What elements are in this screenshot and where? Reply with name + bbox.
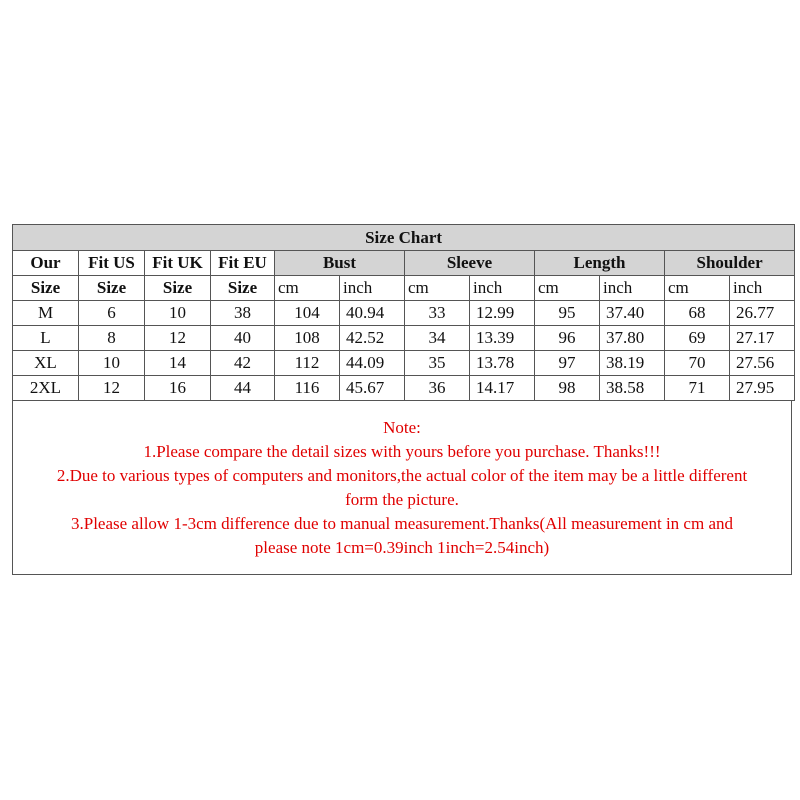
unit-cm: cm bbox=[665, 276, 730, 301]
cell-bust-cm: 108 bbox=[275, 326, 340, 351]
cell-size: XL bbox=[13, 351, 79, 376]
table-row bbox=[13, 301, 795, 326]
cell-shoulder-inch: 27.95 bbox=[730, 376, 795, 401]
cell-uk: 16 bbox=[145, 376, 211, 401]
note-line-2a: 2.Due to various types of computers and monitors,the actual color of the item may be a little different bbox=[56, 466, 748, 485]
note-line-2b: form the picture. bbox=[345, 490, 459, 509]
cell-size: M bbox=[13, 301, 79, 326]
size-chart bbox=[12, 224, 794, 575]
cell-length-cm: 98 bbox=[535, 376, 600, 401]
note-heading: Note: bbox=[383, 418, 421, 437]
cell-length-inch: 37.80 bbox=[600, 326, 665, 351]
unit-cm: cm bbox=[275, 276, 340, 301]
cell-sleeve-cm: 33 bbox=[405, 301, 470, 326]
cell-sleeve-inch: 13.39 bbox=[470, 326, 535, 351]
cell-bust-cm: 104 bbox=[275, 301, 340, 326]
cell-sleeve-cm: 35 bbox=[405, 351, 470, 376]
cell-shoulder-cm: 69 bbox=[665, 326, 730, 351]
cell-sleeve-inch: 14.17 bbox=[470, 376, 535, 401]
cell-sleeve-cm: 34 bbox=[405, 326, 470, 351]
cell-us: 8 bbox=[79, 326, 145, 351]
cell-sleeve-inch: 12.99 bbox=[470, 301, 535, 326]
cell-bust-inch: 45.67 bbox=[340, 376, 405, 401]
cell-uk: 14 bbox=[145, 351, 211, 376]
size-chart-table bbox=[12, 224, 795, 401]
header-bust: Bust bbox=[275, 251, 405, 276]
note-box bbox=[12, 401, 792, 575]
cell-us: 12 bbox=[79, 376, 145, 401]
chart-title: Size Chart bbox=[13, 225, 795, 251]
header-row-1 bbox=[13, 251, 795, 276]
header-row-2 bbox=[13, 276, 795, 301]
cell-bust-inch: 42.52 bbox=[340, 326, 405, 351]
unit-inch: inch bbox=[340, 276, 405, 301]
cell-shoulder-cm: 68 bbox=[665, 301, 730, 326]
unit-inch: inch bbox=[600, 276, 665, 301]
cell-uk: 10 bbox=[145, 301, 211, 326]
header-sleeve: Sleeve bbox=[405, 251, 535, 276]
note-line-1: 1.Please compare the detail sizes with yours before you purchase. Thanks!!! bbox=[143, 442, 661, 461]
header-fit-uk: Fit UK bbox=[145, 251, 211, 276]
cell-shoulder-inch: 27.56 bbox=[730, 351, 795, 376]
unit-inch: inch bbox=[730, 276, 795, 301]
unit-cm: cm bbox=[535, 276, 600, 301]
cell-eu: 44 bbox=[211, 376, 275, 401]
cell-eu: 42 bbox=[211, 351, 275, 376]
cell-uk: 12 bbox=[145, 326, 211, 351]
cell-us: 6 bbox=[79, 301, 145, 326]
cell-sleeve-inch: 13.78 bbox=[470, 351, 535, 376]
note-line-3a: 3.Please allow 1-3cm difference due to manual measurement.Thanks(All measurement in cm and bbox=[71, 514, 733, 533]
header-fit-uk-sub: Size bbox=[145, 276, 211, 301]
cell-eu: 38 bbox=[211, 301, 275, 326]
cell-length-inch: 38.58 bbox=[600, 376, 665, 401]
cell-length-cm: 96 bbox=[535, 326, 600, 351]
header-fit-us-sub: Size bbox=[79, 276, 145, 301]
cell-sleeve-cm: 36 bbox=[405, 376, 470, 401]
table-row bbox=[13, 326, 795, 351]
unit-inch: inch bbox=[470, 276, 535, 301]
header-length: Length bbox=[535, 251, 665, 276]
unit-cm: cm bbox=[405, 276, 470, 301]
header-our-size: Our bbox=[13, 251, 79, 276]
cell-length-cm: 97 bbox=[535, 351, 600, 376]
cell-bust-inch: 44.09 bbox=[340, 351, 405, 376]
cell-bust-inch: 40.94 bbox=[340, 301, 405, 326]
cell-bust-cm: 116 bbox=[275, 376, 340, 401]
cell-shoulder-inch: 27.17 bbox=[730, 326, 795, 351]
header-shoulder: Shoulder bbox=[665, 251, 795, 276]
cell-eu: 40 bbox=[211, 326, 275, 351]
header-fit-us: Fit US bbox=[79, 251, 145, 276]
cell-length-inch: 37.40 bbox=[600, 301, 665, 326]
cell-size: L bbox=[13, 326, 79, 351]
table-row bbox=[13, 376, 795, 401]
cell-length-inch: 38.19 bbox=[600, 351, 665, 376]
header-fit-eu-sub: Size bbox=[211, 276, 275, 301]
cell-bust-cm: 112 bbox=[275, 351, 340, 376]
header-fit-eu: Fit EU bbox=[211, 251, 275, 276]
cell-us: 10 bbox=[79, 351, 145, 376]
cell-shoulder-cm: 71 bbox=[665, 376, 730, 401]
cell-shoulder-cm: 70 bbox=[665, 351, 730, 376]
cell-size: 2XL bbox=[13, 376, 79, 401]
note-line-3b: please note 1cm=0.39inch 1inch=2.54inch) bbox=[254, 538, 550, 557]
cell-length-cm: 95 bbox=[535, 301, 600, 326]
cell-shoulder-inch: 26.77 bbox=[730, 301, 795, 326]
header-our-size-sub: Size bbox=[13, 276, 79, 301]
table-row bbox=[13, 351, 795, 376]
